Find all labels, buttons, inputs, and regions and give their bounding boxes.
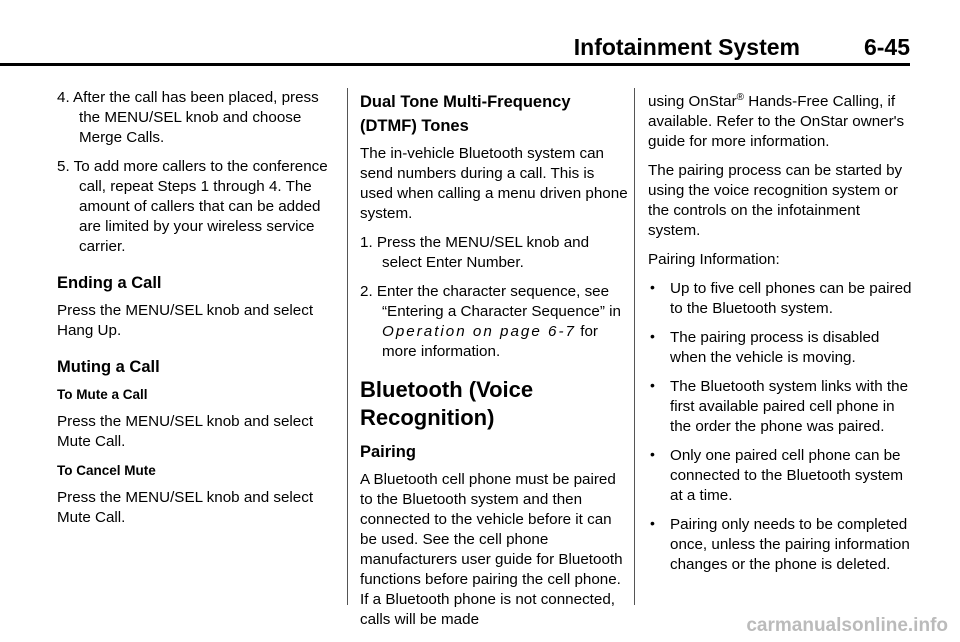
- bullet-item: [648, 446, 913, 506]
- step-2: [360, 282, 630, 362]
- bullet-text: The pairing process is disabled when the vehicle is moving.: [670, 329, 880, 367]
- bullet-item: [648, 279, 913, 319]
- bullet-icon: •: [650, 328, 655, 345]
- step-2-text-end: for more information.: [382, 323, 598, 360]
- step-4: 4. After the call has been placed, press the MENU/SEL knob and choose Merge Calls.: [57, 89, 319, 146]
- pairing-text: A Bluetooth cell phone must be paired to the Bluetooth system and then connected to the vehicle before it can be used. See the cell phone manufacturers user guide for Bluetooth functions before pairing the cell phone. If a Bluetooth phone is not connected, calls will be made: [360, 471, 623, 628]
- bullet-item: [648, 515, 913, 575]
- heading-ending-call: Ending a Call: [57, 274, 162, 292]
- page-header: [0, 28, 910, 66]
- column-3: [648, 88, 913, 584]
- column-divider: [634, 88, 635, 605]
- heading-cancel-mute: To Cancel Mute: [57, 463, 156, 478]
- column-divider: [347, 88, 348, 605]
- bullet-item: [648, 377, 913, 437]
- step-5: 5. To add more callers to the conference call, repeat Steps 1 through 4. The amount of callers that can be added are limited by your wireless service carrier.: [57, 158, 328, 255]
- ending-text: Press the MENU/SEL knob and select Hang Up.: [57, 302, 314, 339]
- bullet-icon: •: [650, 446, 655, 463]
- bullet-text: Up to five cell phones can be paired to the Bluetooth system.: [670, 280, 912, 318]
- column-1: [57, 88, 337, 537]
- registered-mark: ®: [736, 92, 745, 103]
- bullet-icon: •: [650, 377, 655, 394]
- heading-pairing: Pairing: [360, 443, 416, 461]
- bullet-text: Only one paired cell phone can be connected to the Bluetooth system at a time.: [670, 447, 904, 505]
- process-text: The pairing process can be started by using the voice recognition system or the controls on the infotainment system.: [648, 162, 903, 240]
- heading-dtmf: Dual Tone Multi-Frequency (DTMF) Tones: [360, 93, 571, 135]
- onstar-text-b: Hands-Free Calling, if available. Refer to the OnStar owner's guide for more information.: [648, 93, 905, 151]
- onstar-text: [648, 88, 913, 152]
- onstar-text-a: using OnStar: [648, 93, 737, 111]
- heading-mute: To Mute a Call: [57, 387, 148, 402]
- bullet-item: [648, 328, 913, 368]
- page-number: 6-45: [863, 34, 910, 60]
- dtmf-text: The in-vehicle Bluetooth system can send numbers during a call. This is used when calling a menu driven phone system.: [360, 145, 628, 222]
- bullet-icon: •: [650, 515, 655, 532]
- watermark: carmanualsonline.info: [746, 615, 948, 636]
- step-2-text: 2. Enter the character sequence, see “Entering a Character Sequence” in: [360, 283, 621, 320]
- heading-muting-call: Muting a Call: [57, 358, 160, 376]
- mute-text: Press the MENU/SEL knob and select Mute Call.: [57, 413, 314, 450]
- operation-link[interactable]: Operation on page 6-7: [382, 323, 576, 340]
- cancel-text: Press the MENU/SEL knob and select Mute Call.: [57, 489, 314, 526]
- pairing-info-label: Pairing Information:: [648, 251, 780, 269]
- section-title: Infotainment System: [573, 34, 800, 60]
- step-1: 1. Press the MENU/SEL knob and select Enter Number.: [360, 234, 590, 271]
- heading-bluetooth: Bluetooth (Voice Recognition): [360, 377, 534, 430]
- column-2: [360, 88, 630, 639]
- bullet-text: Pairing only needs to be completed once, unless the pairing information changes or the phone is deleted.: [670, 516, 910, 574]
- bullet-icon: •: [650, 279, 655, 296]
- bullet-text: The Bluetooth system links with the first available paired cell phone in the order the phone was paired.: [670, 378, 909, 436]
